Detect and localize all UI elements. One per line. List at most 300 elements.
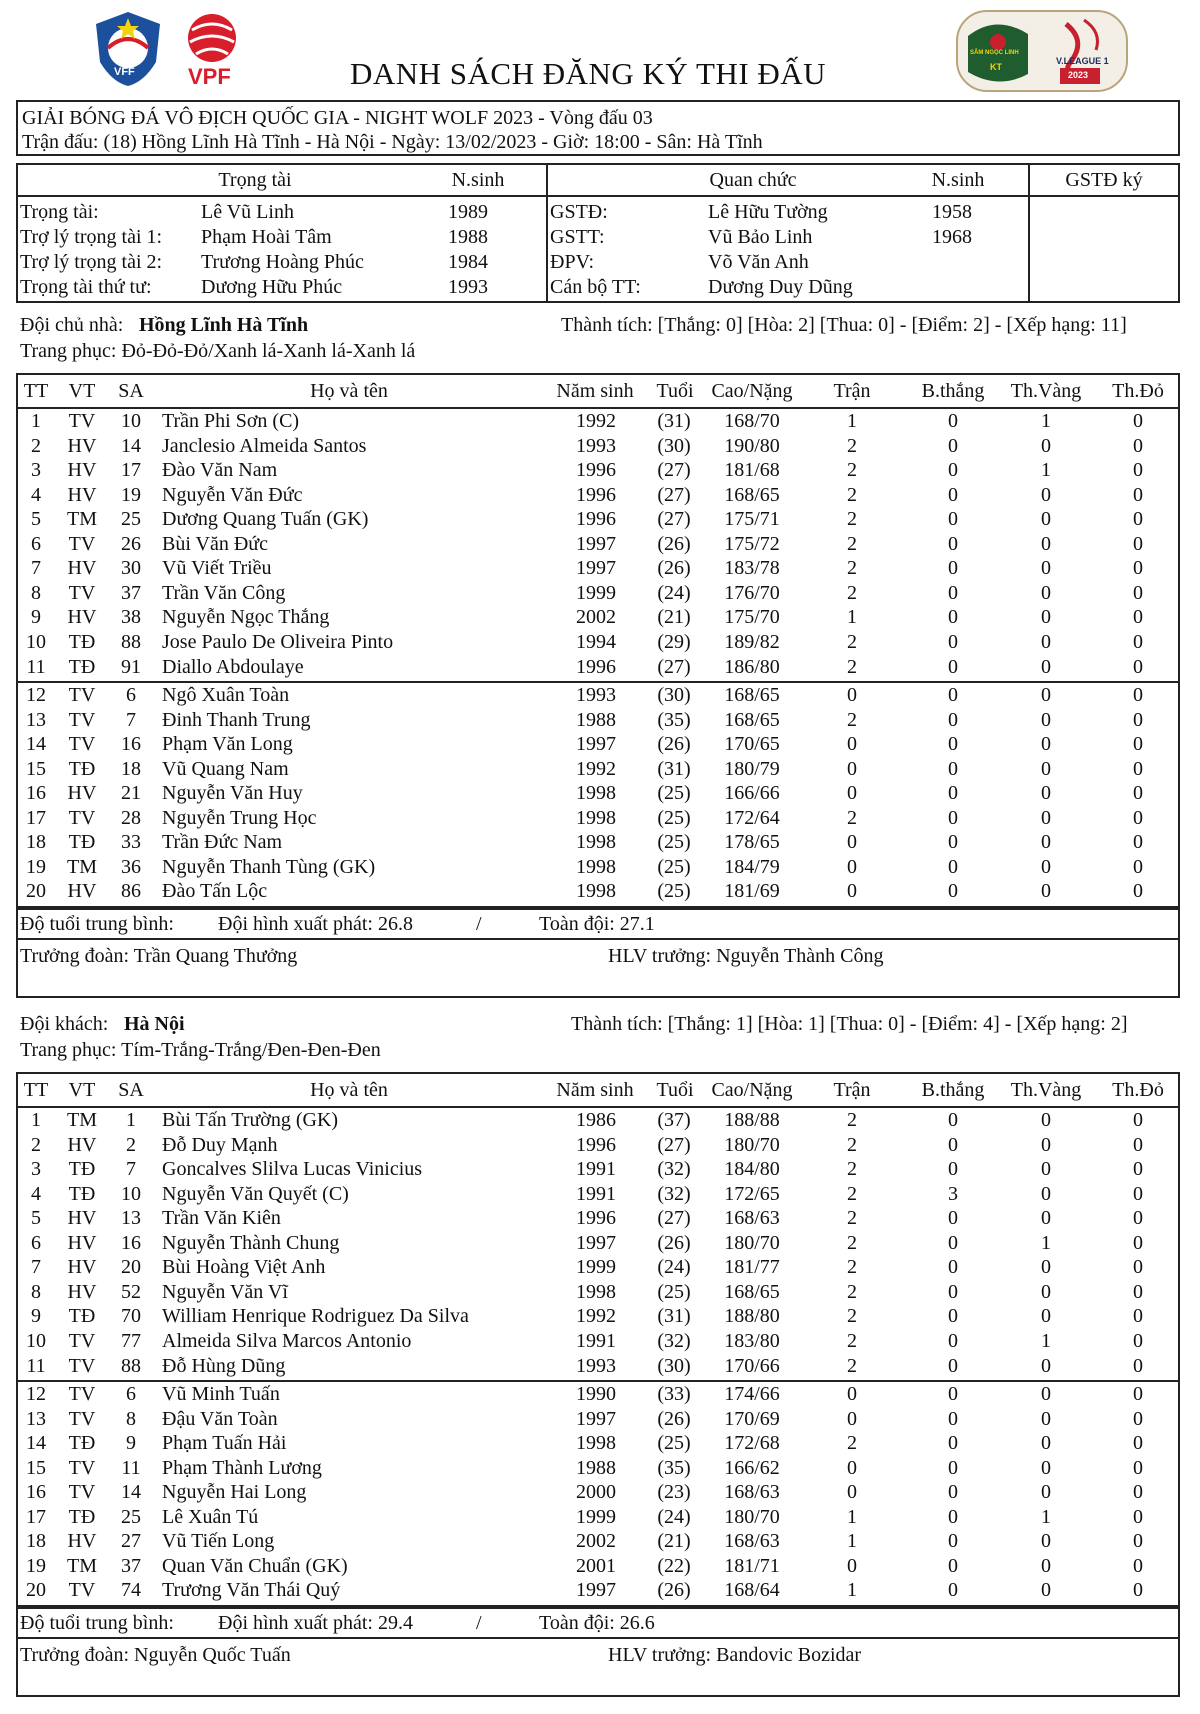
col-red-cards: 0: [1133, 508, 1143, 531]
col-shirt: 52: [121, 1280, 141, 1303]
col-red-cards: 0: [1133, 1354, 1143, 1377]
col-name: Nguyễn Hai Long: [162, 1481, 307, 1504]
col-red-cards: 0: [1133, 1329, 1143, 1352]
col-red-cards: 0: [1133, 1456, 1143, 1479]
col-matches: 0: [847, 684, 857, 707]
col-goals: 0: [948, 1305, 958, 1328]
col-yellow-cards: 0: [1041, 1554, 1051, 1577]
home-label: Đội chủ nhà:: [20, 314, 124, 336]
col-red-cards: 0: [1133, 630, 1143, 653]
col-birth-year: 2001: [576, 1554, 616, 1577]
col-red-cards: 0: [1133, 1256, 1143, 1279]
col-age: (37): [657, 1109, 691, 1131]
col-birth-year: 1996: [576, 1133, 616, 1156]
col-position: TV: [68, 581, 96, 604]
home-team-name: Hồng Lĩnh Hà Tĩnh: [139, 314, 309, 336]
col-yellow-cards: 1: [1041, 459, 1051, 482]
col-goals: 0: [948, 831, 958, 854]
col-tt: 15: [26, 757, 46, 780]
col-tt: 7: [31, 1256, 41, 1279]
col-name: Phạm Thành Lương: [162, 1456, 322, 1479]
col-matches: 2: [847, 557, 857, 580]
col-name: Trần Đức Nam: [162, 831, 283, 854]
col-red-cards: 0: [1133, 1133, 1143, 1156]
away-record: Thành tích: [Thắng: 1] [Hòa: 1] [Thua: 0] - [Điểm: 4] - [Xếp hạng: 2]: [571, 1013, 1128, 1035]
official-name: Võ Văn Anh: [708, 251, 809, 273]
col-red-cards: 0: [1133, 1305, 1143, 1328]
col-shirt: 28: [121, 806, 141, 829]
col-position: TĐ: [68, 1158, 96, 1181]
col-goals: 0: [948, 1133, 958, 1156]
col-shirt: 91: [121, 655, 141, 678]
col-shirt: 77: [121, 1329, 141, 1352]
col-position: HV: [67, 1280, 97, 1303]
col-red-cards: 0: [1133, 483, 1143, 506]
col-matches: 2: [847, 1280, 857, 1303]
col-name: Đào Văn Nam: [162, 459, 278, 482]
col-shirt: 21: [121, 782, 141, 805]
col-height-weight: 168/64: [724, 1579, 780, 1602]
col-name: Trần Phi Sơn (C): [162, 410, 300, 432]
col-birth-year: 1999: [576, 1505, 616, 1528]
col-yellow-cards: 0: [1041, 557, 1051, 580]
col-birth-year: 1991: [576, 1329, 616, 1352]
col-birth-year: 1997: [576, 1407, 616, 1430]
col-shirt: 86: [121, 880, 141, 903]
col-name: Vũ Minh Tuấn: [162, 1383, 280, 1406]
col-height-weight: 183/80: [724, 1329, 780, 1352]
col-height-weight: 172/65: [724, 1182, 780, 1205]
col-age: (27): [657, 1207, 691, 1230]
vpf-logo-text: VPF: [188, 64, 231, 89]
col-goals: 0: [948, 434, 958, 457]
col-goals: 0: [948, 1329, 958, 1352]
col-age: (27): [657, 483, 691, 506]
col-position: TV: [68, 1481, 96, 1504]
col-name: Bùi Tấn Trường (GK): [162, 1109, 339, 1131]
col-tt: 11: [26, 655, 46, 678]
col-matches: 2: [847, 1133, 857, 1156]
col-red-cards: 0: [1133, 459, 1143, 482]
col-yellow-cards: 0: [1041, 655, 1051, 678]
col-birth-year: 1996: [576, 508, 616, 531]
home-coach: HLV trưởng: Nguyễn Thành Công: [608, 945, 884, 967]
col-position: TM: [67, 508, 97, 531]
col-tt: 2: [31, 1133, 41, 1156]
col-position: TM: [67, 855, 97, 878]
col-shirt: 9: [126, 1432, 136, 1455]
col-matches: 2: [847, 532, 857, 555]
col-yellow-cards: 0: [1041, 1280, 1051, 1303]
col-height-weight: 170/66: [724, 1354, 780, 1377]
col-red-cards: 0: [1133, 1481, 1143, 1504]
col-shirt: 33: [121, 831, 141, 854]
col-yellow-cards: 0: [1041, 1305, 1051, 1328]
vleague-logo-name: V.LEAGUE 1: [1056, 56, 1109, 66]
col-matches: 0: [847, 757, 857, 780]
col-birth-year: 1999: [576, 1256, 616, 1279]
col-shirt: 8: [126, 1407, 136, 1430]
col-age: (32): [657, 1182, 691, 1205]
col-tt: 9: [31, 1305, 41, 1328]
col-shirt: 14: [121, 434, 141, 457]
col-height-weight: 180/79: [724, 757, 780, 780]
col-red-cards: 0: [1133, 1505, 1143, 1528]
supervisor-sign-header: GSTĐ ký: [1065, 169, 1143, 191]
col-yellow-cards: 0: [1041, 708, 1051, 731]
column-header: Th.Vàng: [1010, 380, 1082, 402]
col-age: (31): [657, 1305, 691, 1328]
column-header: Cao/Nặng: [711, 380, 793, 402]
col-age: (25): [657, 855, 691, 878]
column-header: B.thắng: [921, 380, 985, 402]
col-red-cards: 0: [1133, 880, 1143, 903]
col-red-cards: 0: [1133, 1407, 1143, 1430]
col-age: (25): [657, 880, 691, 903]
col-goals: 0: [948, 1109, 958, 1131]
col-tt: 20: [26, 1579, 46, 1602]
col-matches: 0: [847, 782, 857, 805]
col-position: TĐ: [68, 630, 96, 653]
col-name: Dương Quang Tuấn (GK): [162, 508, 369, 531]
col-matches: 0: [847, 880, 857, 903]
col-shirt: 88: [121, 630, 141, 653]
col-shirt: 20: [121, 1256, 141, 1279]
col-matches: 1: [847, 1530, 857, 1553]
col-age: (22): [657, 1554, 691, 1577]
col-height-weight: 184/80: [724, 1158, 780, 1181]
away-avg-all: Toàn đội: 26.6: [539, 1612, 655, 1634]
col-birth-year: 1993: [576, 684, 616, 707]
col-height-weight: 176/70: [724, 581, 780, 604]
col-goals: 0: [948, 410, 958, 432]
col-position: TĐ: [68, 1432, 96, 1455]
col-birth-year: 1998: [576, 831, 616, 854]
col-age: (29): [657, 630, 691, 653]
col-name: Vũ Viết Triều: [162, 557, 272, 580]
col-yellow-cards: 0: [1041, 1109, 1051, 1131]
col-shirt: 16: [121, 1231, 141, 1254]
col-birth-year: 1997: [576, 557, 616, 580]
referee-name: Lê Vũ Linh: [201, 201, 294, 223]
col-matches: 0: [847, 855, 857, 878]
col-shirt: 6: [126, 684, 136, 707]
col-matches: 0: [847, 831, 857, 854]
col-name: Trần Văn Công: [162, 581, 286, 604]
column-header: SA: [118, 1079, 144, 1101]
col-position: TĐ: [68, 1182, 96, 1205]
col-height-weight: 166/66: [724, 782, 780, 805]
col-matches: 0: [847, 733, 857, 756]
col-yellow-cards: 0: [1041, 806, 1051, 829]
col-red-cards: 0: [1133, 655, 1143, 678]
col-name: Diallo Abdoulaye: [162, 655, 304, 678]
col-tt: 14: [26, 1432, 46, 1455]
col-position: TV: [68, 1354, 96, 1377]
col-height-weight: 186/80: [724, 655, 780, 678]
vleague-logo-year: 2023: [1068, 70, 1089, 80]
col-tt: 12: [26, 1383, 46, 1406]
col-tt: 5: [31, 508, 41, 531]
col-red-cards: 0: [1133, 1158, 1143, 1181]
vleague-logo: [956, 10, 1128, 92]
col-age: (32): [657, 1329, 691, 1352]
col-goals: 0: [948, 557, 958, 580]
column-header: Trận: [833, 380, 871, 402]
col-age: (30): [657, 684, 691, 707]
col-goals: 0: [948, 1530, 958, 1553]
col-position: HV: [67, 880, 97, 903]
col-red-cards: 0: [1133, 757, 1143, 780]
col-birth-year: 1990: [576, 1383, 616, 1406]
col-position: TV: [68, 410, 96, 432]
col-red-cards: 0: [1133, 1182, 1143, 1205]
col-birth-year: 1996: [576, 483, 616, 506]
col-position: HV: [67, 1207, 97, 1230]
col-name: William Henrique Rodriguez Da Silva: [162, 1305, 469, 1328]
col-name: Nguyễn Trung Học: [162, 806, 317, 829]
col-red-cards: 0: [1133, 410, 1143, 432]
col-goals: 0: [948, 1383, 958, 1406]
col-matches: 1: [847, 606, 857, 629]
col-birth-year: 1998: [576, 1280, 616, 1303]
home-avg-label: Độ tuổi trung bình:: [20, 913, 174, 935]
col-goals: 0: [948, 532, 958, 555]
col-height-weight: 190/80: [724, 434, 780, 457]
col-red-cards: 0: [1133, 733, 1143, 756]
away-label: Đội khách:: [20, 1013, 109, 1035]
col-tt: 10: [26, 630, 46, 653]
col-height-weight: 175/71: [724, 508, 780, 531]
col-position: HV: [67, 782, 97, 805]
col-red-cards: 0: [1133, 1432, 1143, 1455]
col-birth-year: 1992: [576, 410, 616, 432]
official-name: Vũ Bảo Linh: [708, 226, 813, 248]
col-name: Jose Paulo De Oliveira Pinto: [162, 630, 394, 653]
col-age: (21): [657, 1530, 691, 1553]
referee-year: 1993: [448, 276, 488, 298]
col-tt: 16: [26, 1481, 46, 1504]
col-yellow-cards: 0: [1041, 483, 1051, 506]
col-red-cards: 0: [1133, 708, 1143, 731]
col-matches: 2: [847, 508, 857, 531]
col-age: (24): [657, 1256, 691, 1279]
col-birth-year: 1997: [576, 532, 616, 555]
home-manager: Trưởng đoàn: Trần Quang Thưởng: [20, 945, 298, 967]
col-goals: 0: [948, 880, 958, 903]
col-yellow-cards: 1: [1041, 1505, 1051, 1528]
column-header: Tuổi: [656, 380, 694, 402]
col-height-weight: 166/62: [724, 1456, 780, 1479]
column-header: SA: [118, 380, 144, 402]
col-shirt: 70: [121, 1305, 141, 1328]
col-height-weight: 170/69: [724, 1407, 780, 1430]
col-matches: 1: [847, 410, 857, 432]
col-red-cards: 0: [1133, 806, 1143, 829]
col-tt: 2: [31, 434, 41, 457]
col-tt: 6: [31, 532, 41, 555]
column-header: Tuổi: [656, 1079, 694, 1101]
column-header: Họ và tên: [310, 1079, 388, 1101]
official-role: ĐPV:: [550, 251, 595, 273]
col-shirt: 27: [121, 1530, 141, 1553]
away-team-name: Hà Nội: [124, 1013, 185, 1035]
col-matches: 0: [847, 1456, 857, 1479]
col-birth-year: 1999: [576, 581, 616, 604]
col-goals: 0: [948, 708, 958, 731]
col-tt: 4: [31, 483, 41, 506]
col-shirt: 6: [126, 1383, 136, 1406]
column-header: Năm sinh: [556, 380, 634, 402]
col-height-weight: 172/68: [724, 1432, 780, 1455]
col-yellow-cards: 0: [1041, 1158, 1051, 1181]
col-name: Vũ Tiến Long: [162, 1530, 275, 1553]
col-matches: 0: [847, 1407, 857, 1430]
col-red-cards: 0: [1133, 532, 1143, 555]
col-name: Nguyễn Văn Quyết (C): [162, 1182, 349, 1205]
col-tt: 19: [26, 855, 46, 878]
col-tt: 17: [26, 1505, 46, 1528]
col-age: (27): [657, 655, 691, 678]
col-name: Bùi Văn Đức: [162, 532, 269, 555]
col-age: (24): [657, 581, 691, 604]
col-tt: 17: [26, 806, 46, 829]
column-header: Th.Đỏ: [1112, 1079, 1164, 1101]
col-goals: 0: [948, 1354, 958, 1377]
col-name: Đậu Văn Toàn: [162, 1407, 278, 1430]
referee-role: Trợ lý trọng tài 2:: [20, 251, 163, 273]
col-age: (30): [657, 1354, 691, 1377]
col-matches: 2: [847, 483, 857, 506]
col-age: (30): [657, 434, 691, 457]
col-goals: 0: [948, 1407, 958, 1430]
col-position: TV: [68, 1579, 96, 1602]
col-name: Nguyễn Văn Vĩ: [162, 1280, 288, 1303]
vff-logo-text: VFF: [114, 66, 135, 78]
referee-role: Trợ lý trọng tài 1:: [20, 226, 163, 248]
col-yellow-cards: 0: [1041, 1407, 1051, 1430]
col-name: Janclesio Almeida Santos: [162, 434, 367, 457]
col-birth-year: 1997: [576, 733, 616, 756]
col-red-cards: 0: [1133, 434, 1143, 457]
col-shirt: 10: [121, 1182, 141, 1205]
col-tt: 3: [31, 459, 41, 482]
col-shirt: 37: [121, 1554, 141, 1577]
col-birth-year: 2002: [576, 1530, 616, 1553]
col-age: (23): [657, 1481, 691, 1504]
col-birth-year: 1998: [576, 880, 616, 903]
col-height-weight: 168/65: [724, 1280, 780, 1303]
col-red-cards: 0: [1133, 684, 1143, 707]
col-height-weight: 170/65: [724, 733, 780, 756]
col-name: Nguyễn Thành Chung: [162, 1231, 340, 1254]
col-shirt: 88: [121, 1354, 141, 1377]
col-yellow-cards: 1: [1041, 1329, 1051, 1352]
col-name: Đinh Thanh Trung: [162, 708, 311, 731]
col-red-cards: 0: [1133, 1109, 1143, 1131]
col-red-cards: 0: [1133, 1554, 1143, 1577]
official-header: Quan chức: [709, 169, 797, 191]
col-birth-year: 1998: [576, 782, 616, 805]
col-yellow-cards: 0: [1041, 1133, 1051, 1156]
col-birth-year: 1996: [576, 459, 616, 482]
official-role: GSTT:: [550, 226, 605, 248]
col-height-weight: 172/64: [724, 806, 780, 829]
col-tt: 3: [31, 1158, 41, 1181]
col-age: (27): [657, 459, 691, 482]
col-height-weight: 180/70: [724, 1231, 780, 1254]
col-birth-year: 2000: [576, 1481, 616, 1504]
col-name: Nguyễn Ngọc Thắng: [162, 606, 330, 629]
col-goals: 0: [948, 1207, 958, 1230]
col-shirt: 7: [126, 1158, 136, 1181]
col-red-cards: 0: [1133, 782, 1143, 805]
referee-birth-header: N.sinh: [451, 169, 505, 191]
col-goals: 0: [948, 1280, 958, 1303]
col-name: Goncalves Slilva Lucas Vinicius: [162, 1158, 423, 1181]
column-header: Trận: [833, 1079, 871, 1101]
column-header: VT: [68, 380, 96, 402]
col-birth-year: 1992: [576, 1305, 616, 1328]
vleague-logo-top: SÂM NGỌC LINH: [970, 50, 1019, 56]
tournament-line: GIẢI BÓNG ĐÁ VÔ ĐỊCH QUỐC GIA - NIGHT WOLF 2023 - Vòng đấu 03: [22, 107, 653, 129]
col-birth-year: 2002: [576, 606, 616, 629]
col-red-cards: 0: [1133, 1207, 1143, 1230]
vpf-logo: [182, 12, 242, 88]
col-yellow-cards: 0: [1041, 855, 1051, 878]
official-year: 1958: [932, 201, 972, 223]
col-shirt: 25: [121, 1505, 141, 1528]
col-yellow-cards: 0: [1041, 1481, 1051, 1504]
col-yellow-cards: 0: [1041, 606, 1051, 629]
col-age: (26): [657, 1231, 691, 1254]
col-age: (26): [657, 1407, 691, 1430]
col-height-weight: 188/88: [724, 1109, 780, 1131]
official-name: Lê Hữu Tường: [708, 201, 828, 223]
col-tt: 8: [31, 1280, 41, 1303]
col-birth-year: 1991: [576, 1158, 616, 1181]
col-yellow-cards: 1: [1041, 1231, 1051, 1254]
column-header: TT: [23, 380, 49, 402]
col-shirt: 74: [121, 1579, 141, 1602]
col-shirt: 10: [121, 410, 141, 432]
referee-year: 1988: [448, 226, 488, 248]
col-goals: 0: [948, 757, 958, 780]
column-header: Th.Đỏ: [1112, 380, 1164, 402]
col-tt: 19: [26, 1554, 46, 1577]
col-age: (27): [657, 1133, 691, 1156]
col-shirt: 2: [126, 1133, 136, 1156]
col-position: HV: [67, 1231, 97, 1254]
col-position: HV: [67, 557, 97, 580]
col-height-weight: 184/79: [724, 855, 780, 878]
col-matches: 1: [847, 1579, 857, 1602]
col-matches: 2: [847, 1256, 857, 1279]
col-red-cards: 0: [1133, 855, 1143, 878]
col-shirt: 25: [121, 508, 141, 531]
col-yellow-cards: 0: [1041, 630, 1051, 653]
col-name: Đỗ Hùng Dũng: [162, 1354, 286, 1377]
col-age: (35): [657, 1456, 691, 1479]
col-position: HV: [67, 1256, 97, 1279]
vleague-logo-mid: KT: [990, 62, 1002, 72]
col-height-weight: 174/66: [724, 1383, 780, 1406]
col-position: HV: [67, 1133, 97, 1156]
col-goals: 0: [948, 655, 958, 678]
col-tt: 8: [31, 581, 41, 604]
col-yellow-cards: 0: [1041, 1383, 1051, 1406]
col-tt: 6: [31, 1231, 41, 1254]
